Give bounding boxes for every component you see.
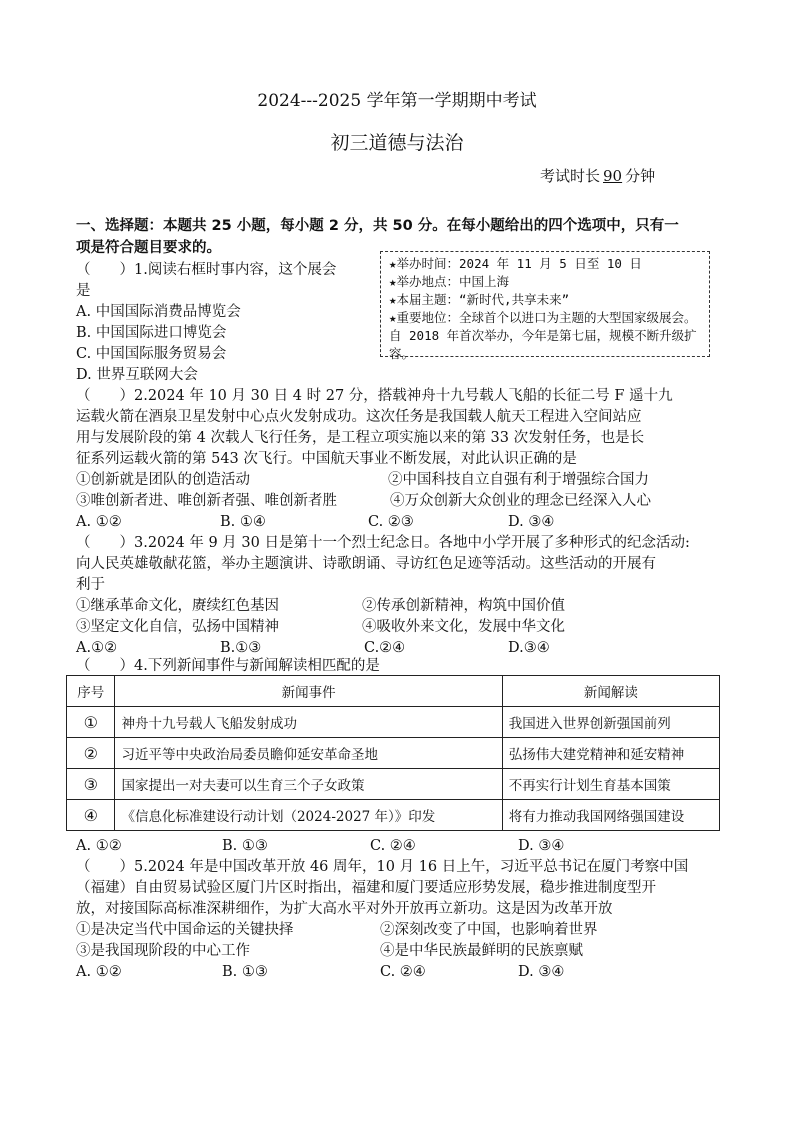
q3-option-d: D.③④ (508, 640, 550, 656)
q5-option-c: C. ②④ (380, 964, 426, 980)
q1-option-b: B. 中国国际进口博览会 (76, 325, 227, 341)
q2-statement-4: ④万众创新大众创业的理念已经深入人心 (390, 493, 651, 509)
row-num: ③ (67, 769, 115, 800)
q3-stem: （ ）3.2024 年 9 月 30 日是第十一个烈士纪念日。各地中小学开展了多种形式的纪念活动: (76, 535, 690, 551)
q2-stem: （ ）2.2024 年 10 月 30 日 4 时 27 分，搭载神舟十九号载人飞船的长征二号 F 遥十九 (76, 388, 673, 404)
exam-title: 2024---2025 学年第一学期期中考试 (257, 91, 537, 111)
duration-suffix: 分钟 (625, 167, 656, 185)
q1-option-d: D. 世界互联网大会 (76, 367, 198, 383)
q5-statement-2: ②深刻改变了中国，也影响着世界 (380, 922, 598, 938)
row-reading: 我国进入世界创新强国前列 (502, 707, 719, 738)
news-box (380, 251, 710, 361)
q5-option-b: B. ①③ (222, 964, 268, 980)
q3-statement-4: ④吸收外来文化，发展中华文化 (362, 619, 565, 635)
q4-option-d: D. ③④ (518, 838, 565, 854)
q3-statement-3: ③坚定文化自信，弘扬中国精神 (76, 619, 279, 635)
row-reading: 弘扬伟大建党精神和延安精神 (502, 738, 719, 769)
q5-option-a: A. ①② (76, 964, 122, 980)
q1-option-a: A. 中国国际消费品博览会 (76, 304, 241, 320)
section-heading-line2: 项是符合题目要求的。 (76, 240, 221, 256)
duration-value: 90 (603, 167, 623, 185)
news-table (66, 675, 720, 831)
q3-statement-1: ①继承革命文化，赓续红色基因 (76, 598, 279, 614)
q2-stem: 征系列运载火箭的第 543 次飞行。中国航天事业不断发展，对此认识正确的是 (76, 451, 577, 467)
table-header-row (67, 676, 720, 707)
q2-stem: 用与发展阶段的第 4 次载人飞行任务，是工程立项实施以来的第 33 次发射任务，也是长 (76, 430, 645, 446)
q3-option-a: A.①② (76, 640, 118, 656)
q3-stem: 向人民英雄敬献花篮，举办主题演讲、诗歌朗诵、寻访红色足迹等活动。这些活动的开展有 (76, 556, 656, 572)
header-serial: 序号 (67, 676, 115, 707)
q4-option-b: B. ①③ (222, 838, 268, 854)
section-heading-line1: 一、选择题：本题共 25 小题，每小题 2 分，共 50 分。在每小题给出的四个选项中，只有一 (76, 218, 679, 234)
q5-stem: （福建）自由贸易试验区厦门片区时指出，福建和厦门要适应形势发展，稳步推进制度型开 (76, 880, 656, 896)
news-box-line: ★本届主题：“新时代,共享未来” (389, 292, 570, 307)
q3-stem: 利于 (76, 577, 105, 593)
q2-option-b: B. ①④ (220, 514, 266, 530)
q3-option-b: B.①③ (220, 640, 262, 656)
row-reading: 将有力推动我国网络强国建设 (502, 800, 719, 831)
q4-option-c: C. ②④ (370, 838, 416, 854)
q5-statement-3: ③是我国现阶段的中心工作 (76, 943, 250, 959)
row-event: 习近平等中央政治局委员瞻仰延安革命圣地 (115, 738, 502, 769)
q2-option-c: C. ②③ (368, 514, 414, 530)
header-reading: 新闻解读 (502, 676, 719, 707)
news-box-line: ★举办地点：中国上海 (389, 274, 510, 289)
news-box-line: ★重要地位：全球首个以进口为主题的大型国家级展会。自 2018 年首次举办，今年是第七届，规模不断升级扩容。 (389, 310, 697, 361)
table-row (67, 707, 720, 738)
header-event: 新闻事件 (115, 676, 502, 707)
row-num: ④ (67, 800, 115, 831)
row-reading: 不再实行计划生育基本国策 (502, 769, 719, 800)
q1-stem-cont: 是 (76, 283, 91, 299)
row-event: 神舟十九号载人飞船发射成功 (115, 707, 502, 738)
q2-statement-2: ②中国科技自立自强有利于增强综合国力 (388, 472, 649, 488)
row-num: ② (67, 738, 115, 769)
q5-stem: （ ）5.2024 年是中国改革开放 46 周年，10 月 16 日上午，习近平总书记在厦门考察中国 (76, 859, 689, 875)
exam-duration (540, 165, 655, 186)
row-num: ① (67, 707, 115, 738)
q3-option-c: C.②④ (364, 640, 406, 656)
q5-stem: 放，对接国际高标准深耕细作，为扩大高水平对外开放再立新功。这是因为改革开放 (76, 901, 613, 917)
table-row (67, 769, 720, 800)
subject-title: 初三道德与法治 (330, 132, 464, 154)
q3-statement-2: ②传承创新精神，构筑中国价值 (362, 598, 565, 614)
q4-option-a: A. ①② (76, 838, 122, 854)
table-row (67, 800, 720, 831)
q2-statement-3: ③唯创新者进、唯创新者强、唯创新者胜 (76, 493, 337, 509)
q1-stem: （ ）1.阅读右框时事内容，这个展会 (76, 262, 337, 278)
q5-statement-4: ④是中华民族最鲜明的民族禀赋 (380, 943, 583, 959)
duration-prefix: 考试时长 (540, 167, 601, 185)
q2-statement-1: ①创新就是团队的创造活动 (76, 472, 250, 488)
row-event: 国家提出一对夫妻可以生育三个子女政策 (115, 769, 502, 800)
row-event: 《信息化标准建设行动计划（2024-2027 年）》印发 (115, 800, 502, 831)
q5-statement-1: ①是决定当代中国命运的关键抉择 (76, 922, 294, 938)
q2-stem: 运载火箭在酒泉卫星发射中心点火发射成功。这次任务是我国载人航天工程进入空间站应 (76, 409, 642, 425)
news-box-line: ★举办时间：2024 年 11 月 5 日至 10 日 (389, 256, 642, 271)
table-row (67, 738, 720, 769)
q2-option-a: A. ①② (76, 514, 122, 530)
q1-option-c: C. 中国国际服务贸易会 (76, 346, 227, 362)
q2-option-d: D. ③④ (508, 514, 555, 530)
q5-option-d: D. ③④ (518, 964, 565, 980)
q4-stem: （ ）4.下列新闻事件与新闻解读相匹配的是 (76, 658, 380, 674)
